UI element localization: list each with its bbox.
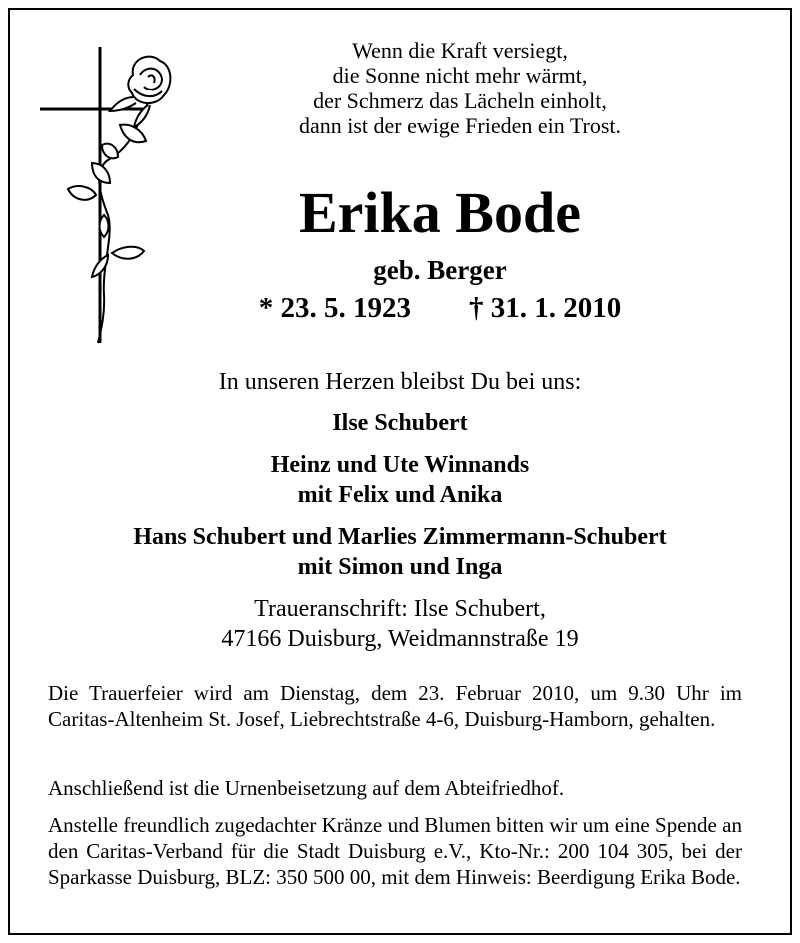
birth-date: * 23. 5. 1923	[258, 292, 411, 324]
family-name: Hans Schubert und Marlies Zimmermann-Schubert	[133, 524, 667, 550]
poem	[130, 38, 790, 138]
death-date: † 31. 1. 2010	[469, 292, 622, 324]
family-children: mit Felix und Anika	[297, 482, 503, 508]
family-group	[10, 522, 790, 582]
address-line: Traueranschrift: Ilse Schubert,	[254, 596, 546, 622]
mourning-address	[10, 594, 790, 654]
funeral-service-notice: Die Trauerfeier wird am Dienstag, dem 23. Februar 2010, um 9.30 Uhr im Caritas-Altenheim St. Josef, Liebrechtstraße 4-6, Duisburg-Hamborn, gehalten.	[48, 681, 742, 731]
family-children: mit Simon und Inga	[297, 554, 503, 580]
donation-notice: Anstelle freundlich zugedachter Kränze und Blumen bitten wir um eine Spende an den Caritas-Verband für die Stadt Duisburg e.V., Kto-Nr.: 200 104 305, bei der Sparkasse Duisburg, BLZ: 350 500 00, mit dem Hinweis: Beerdigung Erika Bode.	[48, 813, 742, 889]
life-dates	[90, 290, 790, 326]
poem-line: der Schmerz das Lächeln einholt,	[313, 88, 607, 113]
address-line: 47166 Duisburg, Weidmannstraße 19	[221, 626, 579, 652]
family-group	[10, 450, 790, 510]
burial-notice: Anschließend ist die Urnenbeisetzung auf dem Abteifriedhof.	[48, 776, 565, 800]
family-name: Ilse Schubert	[332, 410, 468, 436]
remembrance-line: In unseren Herzen bleibst Du bei uns:	[218, 369, 582, 395]
poem-line: Wenn die Kraft versiegt,	[352, 38, 568, 63]
maiden-name: geb. Berger	[373, 255, 507, 285]
deceased-name: Erika Bode	[299, 180, 581, 245]
family-name: Heinz und Ute Winnands	[270, 452, 530, 478]
poem-line: die Sonne nicht mehr wärmt,	[332, 63, 588, 88]
family-group	[10, 408, 790, 438]
obituary-notice	[8, 8, 792, 935]
poem-line: dann ist der ewige Frieden ein Trost.	[298, 113, 622, 138]
